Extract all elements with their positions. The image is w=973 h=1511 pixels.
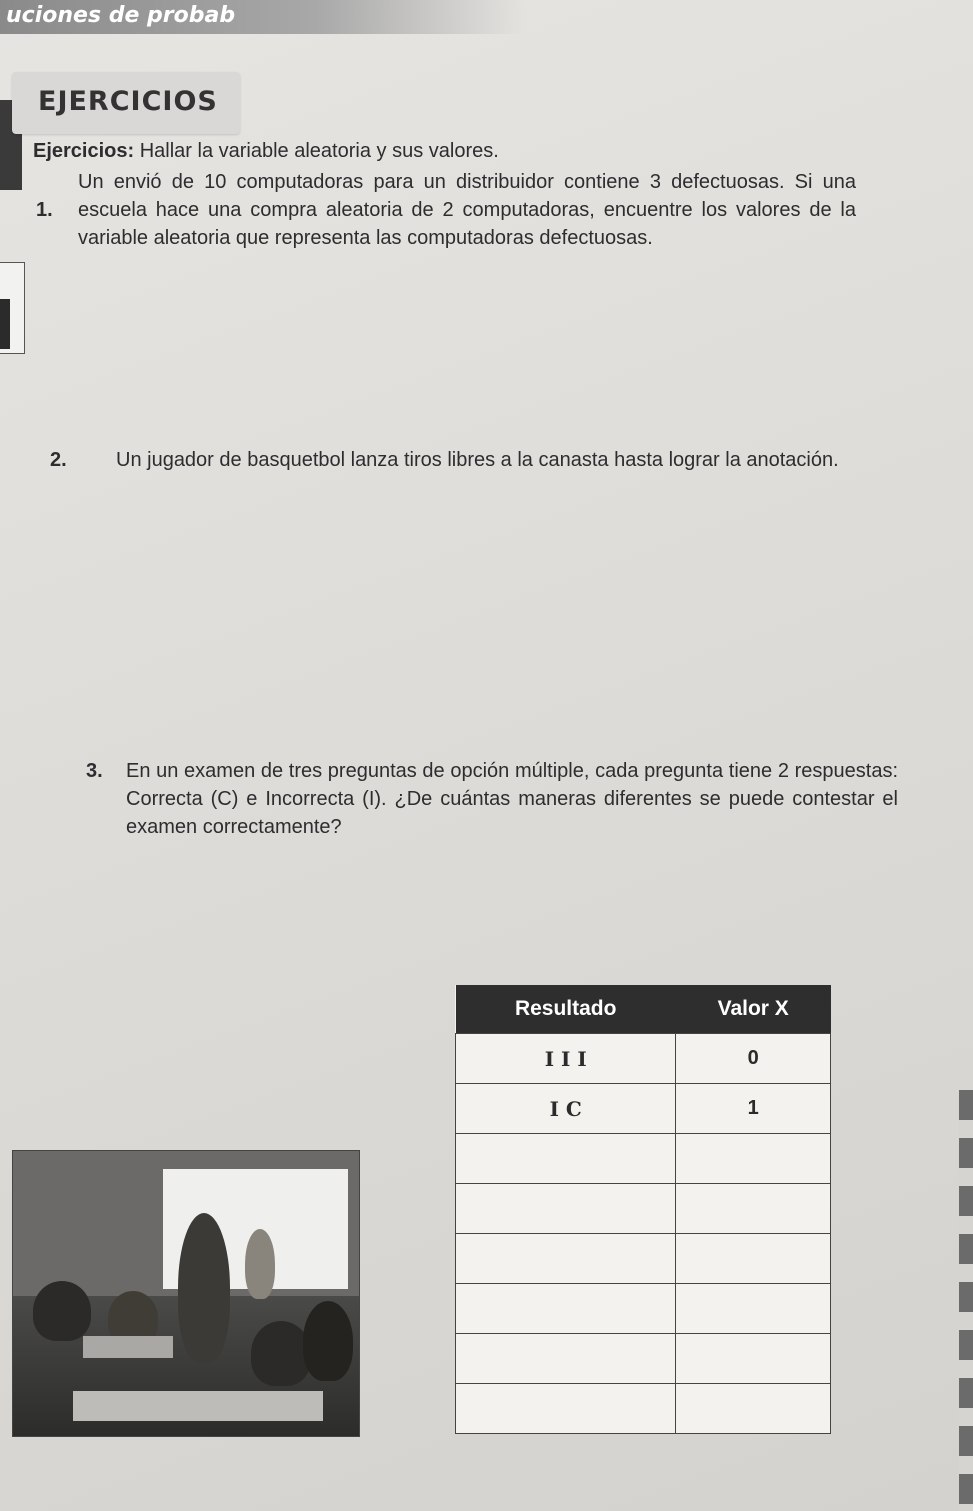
student-figure xyxy=(251,1321,311,1386)
teacher-figure xyxy=(245,1229,275,1299)
exercise-text: Un jugador de basquetbol lanza tiros libres a la canasta hasta lograr la anotación. xyxy=(116,449,839,471)
cell-resultado xyxy=(456,1284,676,1334)
table-row xyxy=(456,1134,831,1184)
section-title: EJERCICIOS xyxy=(38,86,218,117)
cell-valor xyxy=(676,1334,831,1384)
table-row xyxy=(456,1084,831,1134)
exercise-number: 2. xyxy=(50,449,67,471)
exercise-number: 1. xyxy=(36,199,53,221)
table-row xyxy=(456,1334,831,1384)
cell-resultado xyxy=(456,1134,676,1184)
cell-resultado xyxy=(456,1334,676,1384)
cell-resultado xyxy=(456,1184,676,1234)
exercise-number: 3. xyxy=(86,760,103,782)
cell-resultado: I I I xyxy=(456,1034,676,1084)
chapter-header: uciones de probab xyxy=(0,0,526,34)
header-valor-x: Valor X xyxy=(676,985,831,1034)
exercise-text: En un examen de tres preguntas de opción múltiple, cada pregunta tiene 2 respuestas: Correcta (C) e Incorrecta (I). ¿De cuántas maneras diferentes se puede contestar el examen correctamente? xyxy=(126,760,898,838)
student-figure xyxy=(33,1281,91,1341)
exercise-3 xyxy=(86,757,898,841)
cell-valor xyxy=(676,1184,831,1234)
cell-resultado xyxy=(456,1234,676,1284)
exercise-intro xyxy=(33,140,499,163)
student-figure xyxy=(303,1301,353,1381)
cell-resultado: I C xyxy=(456,1084,676,1134)
table-row xyxy=(456,1284,831,1334)
table-header-row xyxy=(456,985,831,1034)
desk xyxy=(73,1391,323,1421)
cell-valor xyxy=(676,1134,831,1184)
teacher-figure xyxy=(178,1213,230,1363)
header-resultado: Resultado xyxy=(456,985,676,1034)
table-row xyxy=(456,1184,831,1234)
intro-label: Ejercicios: xyxy=(33,140,135,162)
margin-tab xyxy=(0,262,25,354)
desk xyxy=(83,1336,173,1358)
cell-valor: 1 xyxy=(676,1084,831,1134)
cell-valor xyxy=(676,1234,831,1284)
table-row xyxy=(456,1234,831,1284)
cell-resultado xyxy=(456,1384,676,1434)
classroom-photo xyxy=(12,1150,360,1437)
page-edge xyxy=(959,1090,973,1511)
cell-valor: 0 xyxy=(676,1034,831,1084)
exercise-1 xyxy=(36,168,856,252)
cell-valor xyxy=(676,1284,831,1334)
results-table xyxy=(455,985,831,1434)
intro-text: Hallar la variable aleatoria y sus valores. xyxy=(134,140,499,162)
table-row xyxy=(456,1384,831,1434)
exercise-2 xyxy=(50,446,884,474)
table-row xyxy=(456,1034,831,1084)
cell-valor xyxy=(676,1384,831,1434)
exercise-text: Un envió de 10 computadoras para un distribuidor contiene 3 defectuosas. Si una escuela hace una compra aleatoria de 2 computadoras, encuentre los valores de la variable aleatoria que representa las computadoras defectuosas. xyxy=(78,171,856,249)
